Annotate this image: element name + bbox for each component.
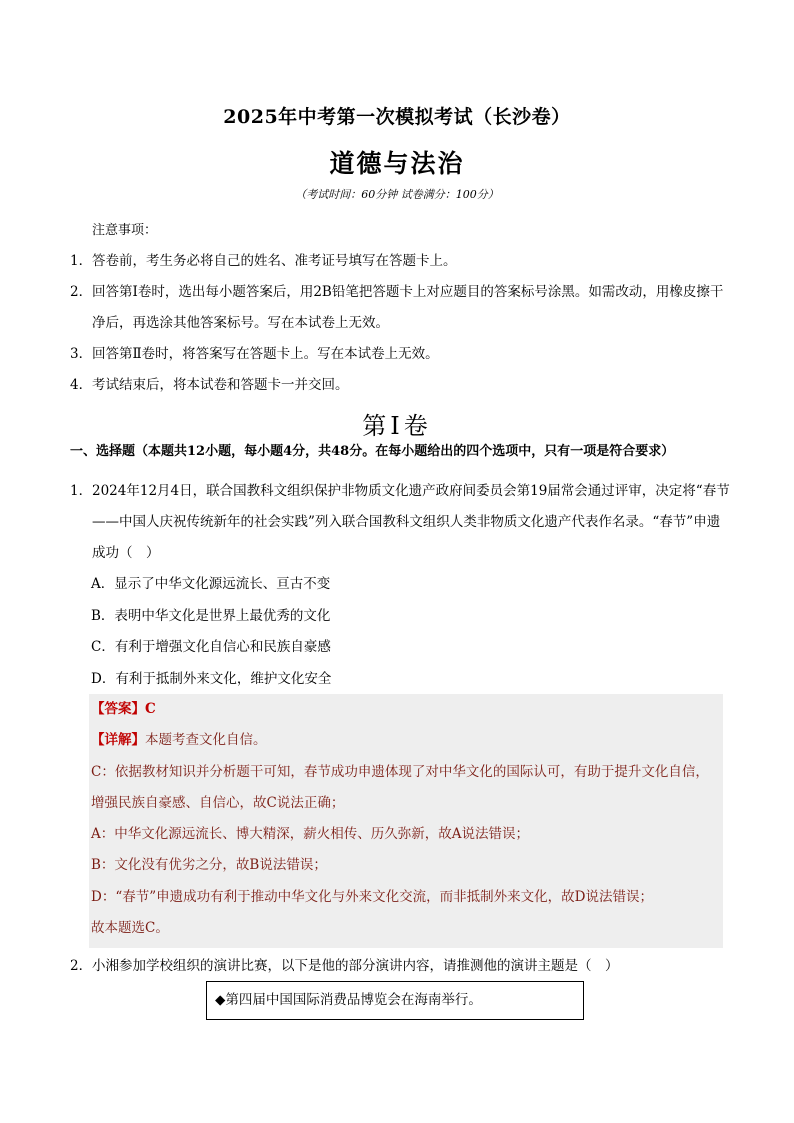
speech-content-box: ◆第四届中国国际消费品博览会在海南举行。 [206, 981, 584, 1020]
notice-item [70, 370, 730, 401]
analysis-line: B：文化没有优劣之分，故B说法错误； [91, 857, 327, 874]
question-2 [70, 951, 730, 982]
question-stem-row [70, 951, 730, 982]
analysis-line: C：依据教材知识并分析题干可知，春节成功申遗体现了对中华文化的国际认可，有助于提升文化自信， [91, 763, 709, 780]
option-b: B．表明中华文化是世界上最优秀的文化 [91, 607, 331, 624]
section-title: 第Ⅰ卷 [362, 412, 432, 440]
answer-line [89, 694, 723, 725]
notice-item-number: 3． [70, 346, 93, 362]
notice-item-number: 2． [70, 284, 93, 300]
exam-title: 2025年中考第一次模拟考试（长沙卷） [223, 106, 571, 128]
notice-item-text: 回答第Ⅰ卷时，选出每小题答案后，用2B铅笔把答题卡上对应题目的答案标号涂黑。如需改动，用橡皮擦干净后，再选涂其他答案标号。写在本试卷上无效。 [92, 284, 724, 331]
question-stem: 小湘参加学校组织的演讲比赛，以下是他的部分演讲内容，请推测他的演讲主题是（ ） [92, 958, 619, 974]
analysis-line: 故本题选C。 [91, 920, 169, 937]
answer-label: 【答案】 [91, 701, 145, 717]
detail-text: 本题考查文化自信。 [145, 732, 267, 749]
question-1 [70, 476, 730, 695]
analysis-line: A：中华文化源远流长、博大精深，薪火相传、历久弥新，故A说法错误； [91, 826, 529, 843]
notice-item-text: 考试结束后，将本试卷和答题卡一并交回。 [92, 377, 349, 393]
notice-item-text: 回答第Ⅱ卷时，将答案写在答题卡上。写在本试卷上无效。 [92, 346, 439, 362]
notice-list [70, 246, 730, 401]
detail-label: 【详解】 [91, 732, 145, 749]
notice-item-number: 1． [70, 253, 93, 269]
analysis-line: 增强民族自豪感、自信心，故C说法正确； [91, 794, 345, 811]
notice-item-text: 答卷前，考生务必将自己的姓名、准考证号填写在答题卡上。 [92, 253, 457, 269]
options-list [91, 569, 730, 695]
part-description: 一、选择题（本题共12小题，每小题4分，共48分。在每小题给出的四个选项中，只有一项是符合要求） [70, 444, 675, 459]
option-a: A．显示了中华文化源远流长、亘古不变 [91, 576, 331, 592]
notice-heading: 注意事项： [92, 223, 158, 238]
exam-info: （考试时间：60分钟 试卷满分：100分） [295, 188, 499, 201]
question-stem-row [70, 476, 730, 569]
notice-item-number: 4． [70, 377, 93, 393]
option-d: D．有利于抵制外来文化，维护文化安全 [91, 670, 332, 687]
detail-line [89, 725, 723, 756]
notice-item [70, 246, 730, 277]
subject-title: 道德与法治 [329, 149, 465, 178]
question-number: 1． [70, 483, 93, 499]
answer-value: C [145, 701, 156, 717]
option-c: C．有利于增强文化自信心和民族自豪感 [91, 639, 331, 655]
notice-item [70, 339, 730, 370]
question-number: 2． [70, 958, 93, 974]
notice-item [70, 277, 730, 339]
analysis-line: D：“春节”申遗成功有利于推动中华文化与外来文化交流，而非抵制外来文化，故D说法错误； [91, 888, 653, 905]
answer-explanation-box [89, 694, 723, 948]
question-stem: 2024年12月4日，联合国教科文组织保护非物质文化遗产政府间委员会第19届常会通过评审，决定将“春节——中国人庆祝传统新年的社会实践”列入联合国教科文组织人类非物质文化遗产代表作名录。“春节”申遗成功（ ） [92, 483, 730, 561]
